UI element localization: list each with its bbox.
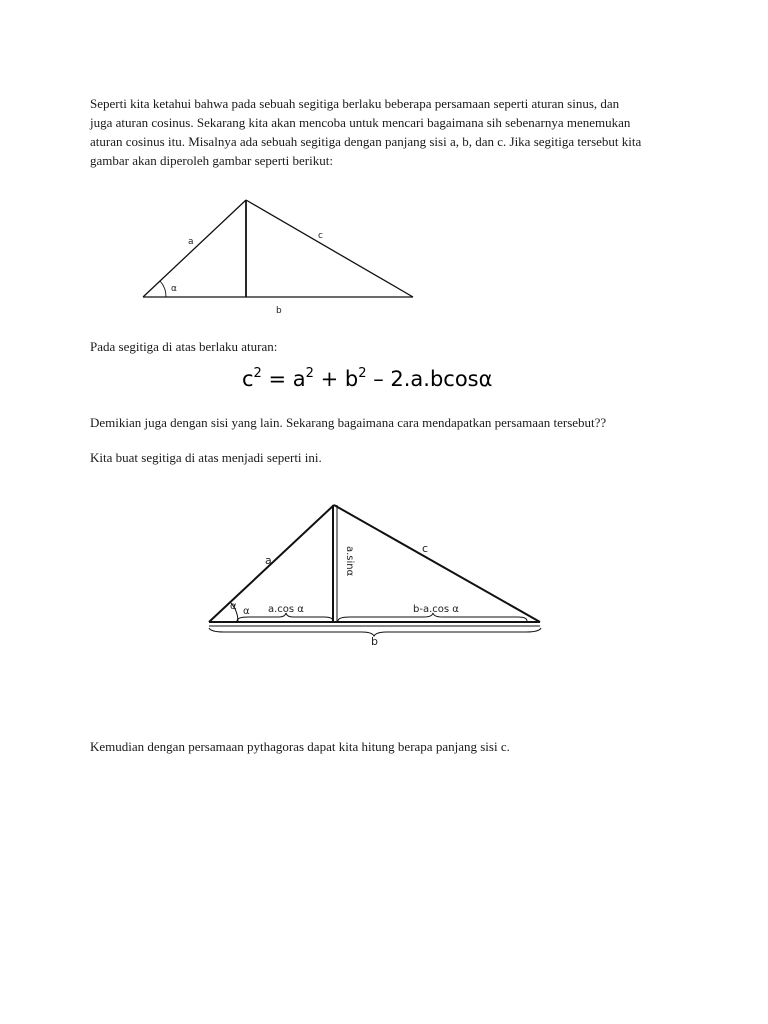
fig1-side-a xyxy=(143,200,246,297)
formula-c: c xyxy=(242,367,254,391)
intro-line-2: juga aturan cosinus. Sekarang kita akan mencoba untuk mencari bagaimana sih sebenarnya menemukan xyxy=(90,115,631,130)
rule-paragraph xyxy=(90,337,690,356)
fig2-label-height: a.sinα xyxy=(344,546,355,577)
formula-b: b xyxy=(344,367,359,391)
fig2-label-acos: a.cos α xyxy=(268,604,304,615)
fig2-brace-b xyxy=(209,628,541,636)
others-text: Demikian juga dengan sisi yang lain. Sekarang bagaimana cara mendapatkan persamaan tersebut?? xyxy=(90,415,607,430)
cosine-rule-formula xyxy=(242,366,492,391)
pythagoras-paragraph xyxy=(90,737,690,756)
formula-c-exp: 2 xyxy=(253,366,262,381)
fig2-angle-arc xyxy=(231,603,238,622)
fig1-label-c: c xyxy=(318,231,323,241)
intro-line-4: gambar akan diperoleh gambar seperti berikut: xyxy=(90,153,333,168)
make-paragraph xyxy=(90,448,690,467)
formula-rest: – 2.a.bcosα xyxy=(366,367,493,391)
others-paragraph xyxy=(90,413,690,432)
formula-b-exp: 2 xyxy=(358,366,367,381)
fig2-brace-bacos xyxy=(338,613,527,621)
formula-a: a xyxy=(292,367,306,391)
fig2-label-alpha: α xyxy=(243,606,250,617)
fig2-label-a: a xyxy=(265,554,272,567)
make-text: Kita buat segitiga di atas menjadi seperti ini. xyxy=(90,450,322,465)
intro-line-1: Seperti kita ketahui bahwa pada sebuah segitiga berlaku beberapa persamaan seperti aturan sinus, dan xyxy=(90,96,620,111)
fig2-label-bacos: b-a.cos α xyxy=(413,604,459,615)
fig1-label-alpha: α xyxy=(171,284,177,294)
fig2-side-c xyxy=(334,505,540,622)
intro-paragraph xyxy=(90,94,690,170)
formula-a-exp: 2 xyxy=(305,366,314,381)
fig1-label-a: a xyxy=(188,237,194,247)
fig2-label-b: b xyxy=(371,635,378,648)
rule-text: Pada segitiga di atas berlaku aturan: xyxy=(90,339,278,354)
formula-plus: + xyxy=(313,367,345,391)
pythagoras-text: Kemudian dengan persamaan pythagoras dapat kita hitung berapa panjang sisi c. xyxy=(90,739,510,754)
fig2-side-a xyxy=(209,505,334,622)
fig2-label-alpha-arc: α xyxy=(230,601,237,612)
fig1-angle-arc xyxy=(160,281,166,297)
fig1-side-c xyxy=(246,200,413,297)
fig1-label-b: b xyxy=(276,306,282,316)
fig2-label-c: c xyxy=(422,542,429,555)
fig2-brace-acos xyxy=(237,613,333,621)
formula-eq: = xyxy=(261,367,293,391)
intro-line-3: aturan cosinus itu. Misalnya ada sebuah segitiga dengan panjang sisi a, b, dan c. Jika segitiga tersebut kita xyxy=(90,134,642,149)
